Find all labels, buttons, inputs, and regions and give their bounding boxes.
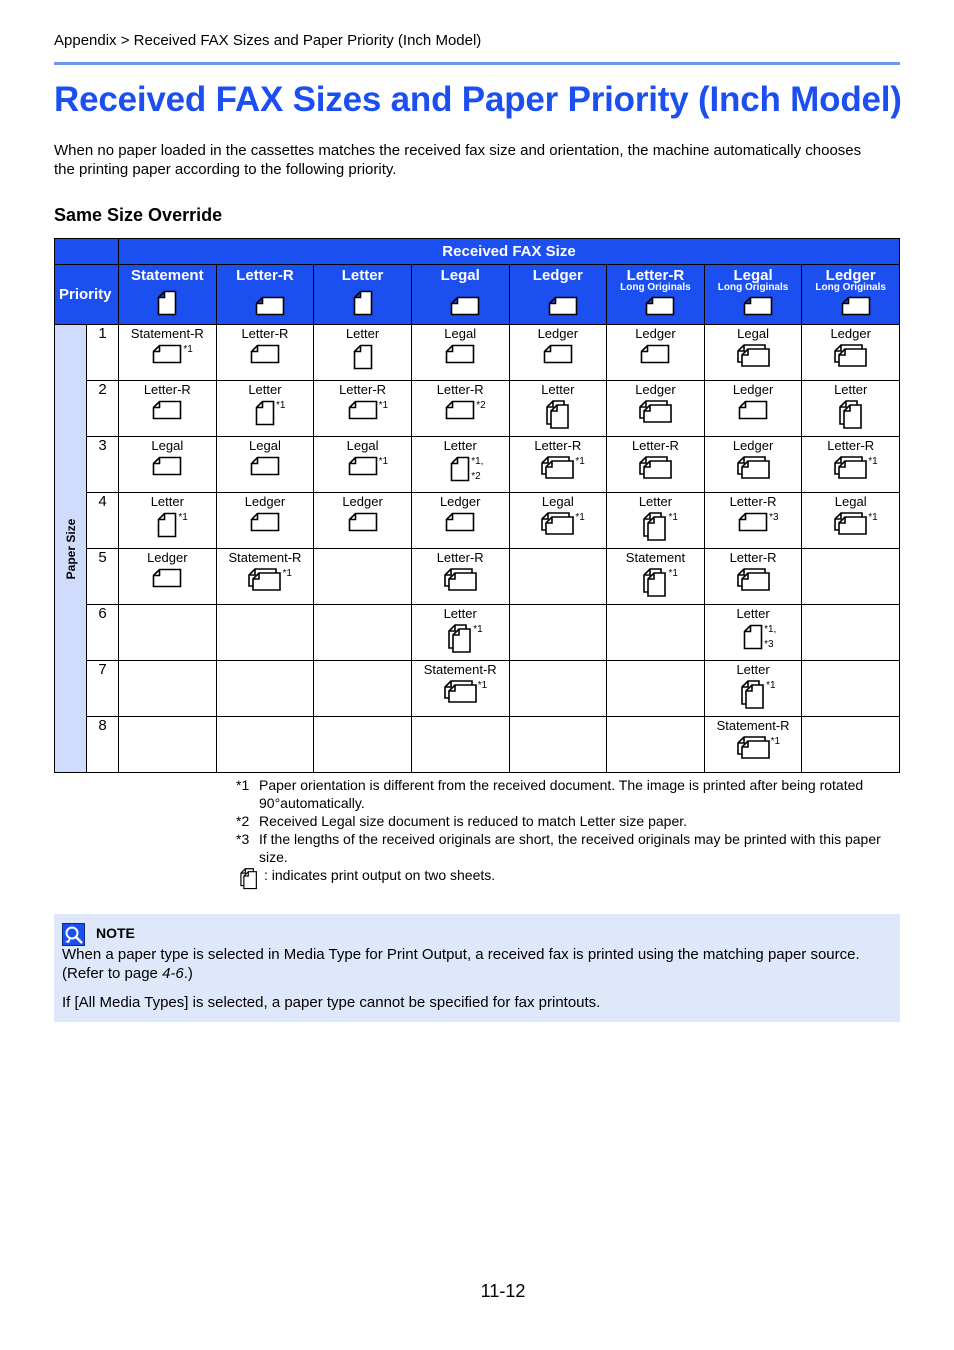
paper-size-name: Letter	[541, 382, 575, 397]
landscape-paper-icon	[348, 400, 378, 420]
footnote-ref: *3	[769, 512, 779, 523]
landscape-paper-icon	[152, 344, 182, 364]
table-cell	[704, 381, 802, 437]
paper-size-name: Letter-R	[143, 382, 191, 397]
table-cell	[704, 549, 802, 605]
priority-header: Priority	[55, 265, 119, 325]
column-header	[607, 265, 705, 325]
paper-size-name: Ledger	[439, 494, 481, 509]
portrait-two-sheet-paper-icon	[643, 512, 667, 542]
landscape-two-sheet-paper-icon	[834, 512, 867, 536]
table-cell	[411, 605, 509, 661]
table-cell	[704, 605, 802, 661]
paper-size-name: Letter-R	[339, 382, 387, 397]
landscape-paper-icon	[250, 512, 280, 532]
column-header	[314, 265, 412, 325]
column-header	[411, 265, 509, 325]
table-cell	[607, 549, 705, 605]
table-cell	[314, 549, 412, 605]
table-cell	[509, 325, 607, 381]
table-cell	[411, 717, 509, 773]
table-cell	[607, 717, 705, 773]
paper-size-name: Letter	[345, 326, 380, 341]
table-cell	[216, 381, 314, 437]
table-cell	[704, 493, 802, 549]
legend-text: : indicates print output on two sheets.	[264, 867, 496, 883]
paper-size-name: Legal	[834, 494, 867, 509]
table-cell	[509, 437, 607, 493]
table-corner	[55, 239, 119, 265]
table-cell	[119, 661, 217, 717]
page-title: Received FAX Sizes and Paper Priority (Inch Model)	[54, 80, 902, 119]
paper-size-name: Letter-R	[729, 494, 777, 509]
table-cell	[314, 437, 412, 493]
landscape-paper-icon	[255, 296, 285, 316]
table-cell	[802, 549, 900, 605]
landscape-paper-icon	[348, 456, 378, 476]
landscape-paper-icon	[841, 296, 871, 316]
table-cell	[314, 661, 412, 717]
table-cell	[802, 325, 900, 381]
table-cell	[216, 661, 314, 717]
note-paragraph-2: If [All Media Types] is selected, a paper type cannot be specified for fax printouts.	[62, 994, 601, 1011]
paper-size-name: Legal	[346, 438, 379, 453]
table-cell	[411, 381, 509, 437]
footnote-ref: *1	[183, 344, 193, 355]
footnote-ref: *1	[275, 400, 286, 411]
table-cell	[314, 325, 412, 381]
intro-paragraph: When no paper loaded in the cassettes matches the received fax size and orientation, the machine automatically chooses the printing paper according to the following priority.	[54, 142, 862, 178]
table-cell	[314, 717, 412, 773]
footnote-ref: *1	[282, 568, 292, 579]
landscape-paper-icon	[250, 344, 280, 364]
landscape-paper-icon	[445, 400, 475, 420]
landscape-two-sheet-paper-icon	[834, 344, 867, 368]
table-cell	[216, 605, 314, 661]
paper-size-name: Letter	[736, 606, 770, 621]
table-cell	[314, 493, 412, 549]
priority-number: 5	[87, 549, 119, 605]
footnote-ref: *1	[378, 456, 389, 467]
paper-size-name: Letter	[443, 438, 477, 453]
column-header-label: Ledger	[825, 267, 876, 284]
landscape-paper-icon	[152, 400, 182, 420]
table-row	[55, 605, 900, 661]
portrait-two-sheet-paper-icon	[643, 568, 667, 598]
column-header-sub: Long Originals	[815, 282, 886, 293]
note-box	[54, 914, 900, 1022]
paper-size-name: Letter	[834, 382, 868, 397]
portrait-paper-icon	[157, 512, 177, 538]
landscape-paper-icon	[450, 296, 480, 316]
table-row	[55, 493, 900, 549]
table-row	[55, 717, 900, 773]
column-header-label: Statement	[131, 267, 204, 284]
priority-number: 7	[87, 661, 119, 717]
footnote-mark: *3	[236, 831, 250, 847]
note-title: NOTE	[96, 925, 135, 941]
column-header-label: Letter	[341, 267, 384, 284]
landscape-paper-icon	[348, 512, 378, 532]
portrait-two-sheet-paper-icon	[240, 868, 258, 890]
table-cell	[216, 493, 314, 549]
paper-size-name: Statement-R	[130, 326, 204, 341]
table-cell	[509, 549, 607, 605]
table-cell	[704, 717, 802, 773]
table-cell	[607, 493, 705, 549]
column-header-label: Letter-R	[626, 267, 685, 284]
footnote-ref: *2	[476, 400, 486, 411]
footnote-item	[236, 776, 900, 812]
column-header	[802, 265, 900, 325]
paper-size-name: Letter	[248, 382, 282, 397]
table-cell	[802, 605, 900, 661]
paper-size-name: Statement-R	[228, 550, 302, 565]
table-cell	[607, 661, 705, 717]
footnote-ref: *1	[575, 456, 585, 467]
portrait-paper-icon	[450, 456, 470, 482]
landscape-two-sheet-paper-icon	[639, 456, 672, 480]
footnote-mark: *2	[236, 813, 250, 829]
table-cell	[216, 549, 314, 605]
table-cell	[704, 437, 802, 493]
two-sheets-icon	[236, 866, 264, 894]
paper-size-side-label-cell	[55, 325, 87, 773]
table-cell	[411, 437, 509, 493]
paper-size-name: Ledger	[635, 382, 676, 397]
footnote-ref: *1	[668, 568, 678, 579]
paper-size-name: Letter-R	[436, 550, 484, 565]
table-cell	[411, 549, 509, 605]
column-header-label: Letter-R	[236, 267, 294, 284]
table-cell	[607, 325, 705, 381]
landscape-two-sheet-paper-icon	[248, 568, 281, 592]
priority-number: 4	[87, 493, 119, 549]
footnote-ref: *1	[766, 680, 776, 691]
table-cell	[802, 661, 900, 717]
table-cell	[607, 381, 705, 437]
column-header	[509, 265, 607, 325]
table-cell	[509, 493, 607, 549]
portrait-paper-icon	[255, 400, 275, 426]
page-number: 11-12	[480, 1281, 526, 1301]
landscape-paper-icon	[548, 296, 578, 316]
landscape-two-sheet-paper-icon	[737, 456, 770, 480]
table-cell	[704, 661, 802, 717]
landscape-paper-icon	[743, 296, 773, 316]
paper-size-name: Ledger	[537, 326, 579, 341]
column-header	[119, 265, 217, 325]
paper-size-name: Legal	[151, 438, 184, 453]
table-cell	[509, 661, 607, 717]
table-row	[55, 325, 900, 381]
portrait-two-sheet-paper-icon	[839, 400, 863, 430]
table-row	[55, 437, 900, 493]
paper-size-name: Letter	[638, 494, 673, 509]
footnote-ref: *1	[770, 736, 781, 747]
column-header	[704, 265, 802, 325]
landscape-paper-icon	[445, 344, 475, 364]
table-cell	[119, 325, 217, 381]
paper-size-name: Ledger	[147, 550, 188, 565]
table-cell	[509, 717, 607, 773]
paper-size-name: Ledger	[342, 494, 383, 509]
portrait-paper-icon	[353, 344, 373, 370]
paper-size-name: Statement	[625, 550, 686, 565]
page-reference[interactable]: 4-6	[162, 965, 184, 982]
paper-size-name: Letter-R	[631, 438, 679, 453]
landscape-two-sheet-paper-icon	[737, 344, 770, 368]
paper-size-name: Statement-R	[716, 718, 790, 733]
paper-size-name: Ledger	[830, 326, 871, 341]
landscape-paper-icon	[152, 456, 182, 476]
header-rule	[54, 62, 900, 65]
table-cell	[704, 325, 802, 381]
table-cell	[802, 437, 900, 493]
footnote-text: If the lengths of the received originals are short, the received originals may be printed with this paper size.	[259, 831, 881, 865]
landscape-paper-icon	[445, 512, 475, 532]
landscape-paper-icon	[543, 344, 573, 364]
landscape-paper-icon	[738, 512, 768, 532]
footnote-ref: *1	[178, 512, 188, 523]
paper-size-name: Letter-R	[534, 438, 582, 453]
footnote-text: Paper orientation is different from the received document. The image is printed after being rotated 90°automatically.	[259, 777, 864, 811]
note-icon	[62, 923, 85, 946]
priority-table	[54, 238, 900, 773]
landscape-two-sheet-paper-icon	[737, 568, 770, 592]
landscape-paper-icon	[152, 568, 182, 588]
landscape-paper-icon	[738, 400, 768, 420]
priority-number: 3	[87, 437, 119, 493]
paper-size-label: Paper Size	[63, 518, 78, 579]
table-cell	[607, 437, 705, 493]
footnote-ref: *1	[378, 400, 389, 411]
footnotes	[236, 776, 900, 894]
footnote-mark: *1	[236, 777, 250, 793]
table-cell	[607, 605, 705, 661]
portrait-paper-icon	[353, 290, 373, 316]
landscape-two-sheet-paper-icon	[834, 456, 867, 480]
paper-size-name: Legal	[444, 326, 477, 341]
table-cell	[119, 717, 217, 773]
table-cell	[802, 717, 900, 773]
landscape-paper-icon	[250, 456, 280, 476]
table-cell	[119, 605, 217, 661]
landscape-paper-icon	[640, 344, 670, 364]
paper-size-name: Statement-R	[423, 662, 497, 677]
note-paragraph-1: When a paper type is selected in Media Type for Print Output, a received fax is printed using the matching paper source. (Refer to page 4-6.)	[62, 946, 860, 982]
paper-size-name: Ledger	[732, 438, 774, 453]
paper-size-name: Legal	[541, 494, 574, 509]
table-row	[55, 661, 900, 717]
table-row	[55, 549, 900, 605]
footnote-ref: *1	[868, 512, 878, 523]
paper-size-name: Letter-R	[729, 550, 777, 565]
paper-size-name: Letter-R	[241, 326, 289, 341]
footnote-ref: *1	[473, 624, 483, 635]
table-cell	[216, 437, 314, 493]
paper-size-name: Ledger	[244, 494, 286, 509]
landscape-paper-icon	[645, 296, 675, 316]
table-cell	[509, 381, 607, 437]
breadcrumb: Appendix > Received FAX Sizes and Paper Priority (Inch Model)	[54, 32, 482, 49]
paper-size-name: Legal	[249, 438, 281, 453]
priority-number: 2	[87, 381, 119, 437]
column-header-label: Legal	[733, 267, 773, 284]
section-title: Same Size Override	[54, 205, 223, 225]
table-cell	[119, 549, 217, 605]
footnote-item	[236, 830, 900, 866]
paper-size-name: Ledger	[635, 326, 676, 341]
portrait-paper-icon	[157, 290, 177, 316]
table-cell	[119, 381, 217, 437]
priority-number: 6	[87, 605, 119, 661]
table-cell	[314, 605, 412, 661]
footnote-ref: *1	[668, 512, 678, 523]
table-cell	[802, 493, 900, 549]
paper-size-name: Letter	[443, 606, 477, 621]
column-header-sub: Long Originals	[717, 282, 789, 293]
footnote-ref: *1	[868, 456, 878, 467]
portrait-paper-icon	[743, 624, 763, 650]
footnote-text: Received Legal size document is reduced to match Letter size paper.	[259, 813, 688, 829]
footnote-ref: *1, *3	[764, 624, 777, 650]
paper-size-name: Letter-R	[827, 438, 875, 453]
landscape-two-sheet-paper-icon	[639, 400, 672, 424]
table-cell	[509, 605, 607, 661]
landscape-two-sheet-paper-icon	[541, 512, 574, 536]
paper-size-name: Letter	[736, 662, 770, 677]
portrait-two-sheet-paper-icon	[546, 400, 570, 430]
table-cell	[314, 381, 412, 437]
landscape-two-sheet-paper-icon	[444, 680, 477, 704]
table-row	[55, 381, 900, 437]
table-cell	[411, 493, 509, 549]
landscape-two-sheet-paper-icon	[737, 736, 770, 760]
footnote-ref: *1, *2	[471, 456, 484, 482]
received-fax-size-header: Received FAX Size	[119, 239, 900, 265]
landscape-two-sheet-paper-icon	[444, 568, 477, 592]
table-cell	[411, 661, 509, 717]
legend-row	[236, 866, 900, 894]
column-header	[216, 265, 314, 325]
paper-size-name: Letter	[150, 494, 184, 509]
table-cell	[216, 717, 314, 773]
table-cell	[411, 325, 509, 381]
paper-size-name: Ledger	[732, 382, 774, 397]
table-cell	[216, 325, 314, 381]
priority-number: 1	[87, 325, 119, 381]
column-header-label: Legal	[440, 267, 480, 284]
column-header-sub: Long Originals	[620, 282, 691, 293]
footnote-ref: *1	[477, 680, 488, 691]
table-cell	[802, 381, 900, 437]
landscape-two-sheet-paper-icon	[541, 456, 574, 480]
portrait-two-sheet-paper-icon	[741, 680, 765, 710]
footnote-ref: *1	[575, 512, 585, 523]
priority-number: 8	[87, 717, 119, 773]
table-cell	[119, 493, 217, 549]
portrait-two-sheet-paper-icon	[448, 624, 472, 654]
column-header-label: Ledger	[532, 267, 583, 284]
paper-size-name: Legal	[737, 326, 769, 341]
footnote-item	[236, 812, 900, 830]
paper-size-name: Letter-R	[436, 382, 484, 397]
table-cell	[119, 437, 217, 493]
